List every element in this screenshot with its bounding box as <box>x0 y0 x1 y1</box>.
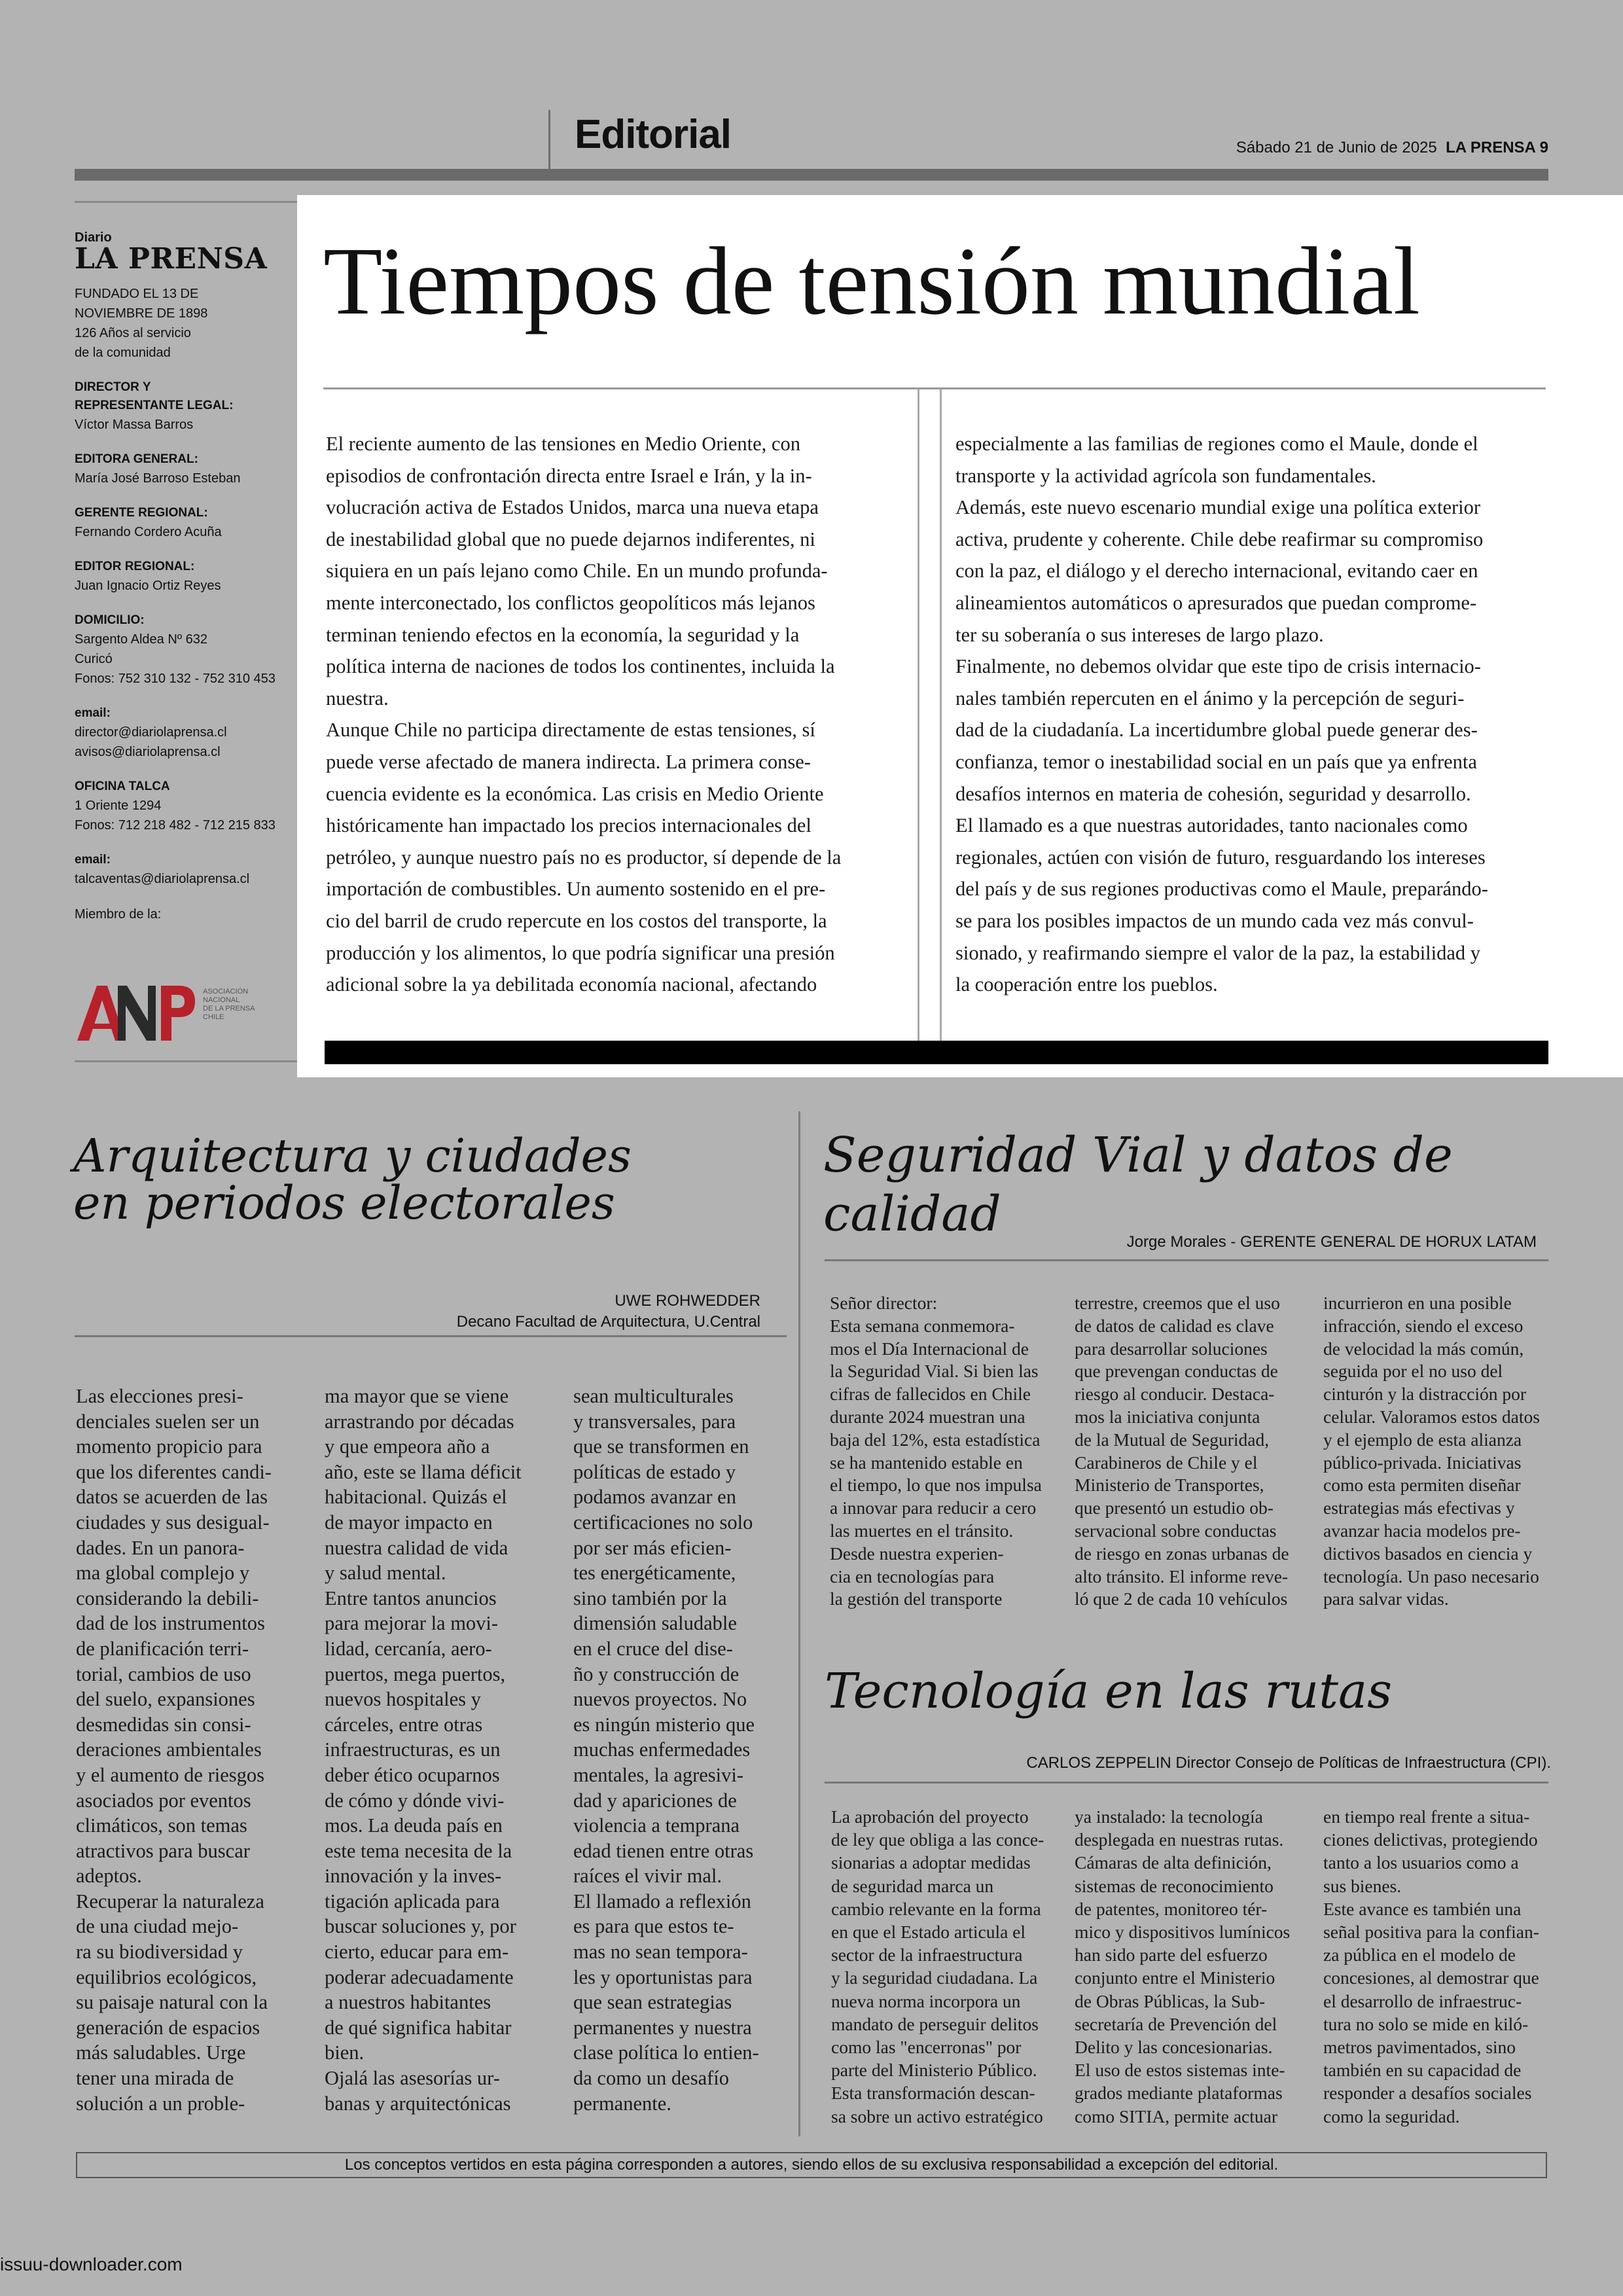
text-line: mos la iniciativa conjunta <box>1075 1406 1260 1427</box>
page-number: LA PRENSA 9 <box>1446 139 1548 156</box>
article-road-safety-byline: Jorge Morales - GERENTE GENERAL DE HORUX LATAM <box>1126 1233 1537 1251</box>
masthead-staff-entry <box>75 558 291 596</box>
text-line: baja del 12%, esta estadística <box>830 1429 1041 1450</box>
text-line: y salud mental. <box>325 1562 446 1585</box>
text-line: regionales, actúen con visión de futuro, resguardando los intereses <box>955 846 1486 869</box>
masthead-staff-value: Fernando Cordero Acuña <box>75 525 222 539</box>
masthead-staff-entry <box>75 704 291 762</box>
text-line: desmedidas sin consi- <box>76 1713 251 1736</box>
article-road-safety-column-2 <box>1075 1292 1297 1611</box>
text-line: volucración activa de Estados Unidos, marca una nueva etapa <box>326 496 819 519</box>
masthead-staff-value: 1 Oriente 1294 <box>75 798 162 813</box>
article-tech-column-1 <box>831 1805 1060 2128</box>
text-line: Carabineros de Chile y el <box>1075 1452 1258 1473</box>
anp-logo-p <box>161 986 195 1041</box>
text-line: El llamado es a que nuestras autoridades, tanto nacionales como <box>955 814 1468 837</box>
article-architecture-byline <box>457 1291 760 1333</box>
masthead-staff-value: Víctor Massa Barros <box>75 418 194 432</box>
masthead-staff-entry <box>75 450 291 488</box>
text-line: deber ético ocuparnos <box>325 1763 500 1786</box>
text-line: con la paz, el diálogo y el derecho internacional, evitando caer en <box>955 560 1478 583</box>
text-line: Esta transformación descan- <box>831 2083 1035 2104</box>
text-line: conjunto entre el Ministerio <box>1075 1967 1275 1988</box>
text-line: Ojalá las asesorías ur- <box>325 2067 500 2090</box>
article-tech-byline: CARLOS ZEPPELIN Director Consejo de Políticas de Infraestructura (CPI). <box>1026 1754 1551 1772</box>
text-line: Recuperar la naturaleza <box>76 1890 264 1912</box>
masthead-founded-line: NOVIEMBRE DE 1898 <box>75 306 208 321</box>
text-line: habitacional. Quizás el <box>325 1486 507 1509</box>
text-line: mas no sean tempora- <box>573 1941 748 1964</box>
text-line: dictivos basados en ciencia y <box>1323 1543 1533 1564</box>
article-architecture-column-2 <box>325 1384 554 2116</box>
text-line: el tiempo, lo que nos impulsa <box>830 1475 1042 1496</box>
text-line: nueva norma incorpora un <box>831 1990 1021 2011</box>
anp-logo-text-line: DE LA PRENSA <box>203 1005 255 1013</box>
section-title: Editorial <box>575 112 732 157</box>
text-line: de mayor impacto en <box>325 1511 493 1534</box>
text-line: activa, prudente y coherente. Chile debe reafirmar su compromiso <box>955 528 1484 550</box>
text-line: que sean estrategias <box>573 1991 732 2014</box>
text-line: Cámaras de alta definición, <box>1075 1852 1272 1873</box>
text-line: solución a un proble- <box>76 2092 245 2115</box>
anp-logo-text-line: ASOCIACIÓN <box>203 988 249 996</box>
text-line: cia en tecnologías para <box>830 1566 995 1587</box>
article-road-safety-column-3 <box>1323 1292 1546 1611</box>
text-line: El reciente aumento de las tensiones en Medio Oriente, con <box>326 433 800 455</box>
text-line: momento propicio para <box>76 1435 262 1458</box>
text-line: en tiempo real frente a situa- <box>1323 1806 1530 1827</box>
text-line: ma global complejo y <box>76 1562 250 1585</box>
text-line: como SITIA, permite actuar <box>1075 2106 1278 2126</box>
article-architecture-role: Decano Facultad de Arquitectura, U.Central <box>456 1313 760 1331</box>
text-line: mico y dispositivos lumínicos <box>1075 1922 1291 1943</box>
text-line: mente interconectado, los conflictos geopolíticos más lejanos <box>326 591 815 614</box>
text-line: importación de combustibles. Un aumento sostenido en el pre- <box>326 878 826 901</box>
text-line: alto tránsito. El informe reve- <box>1075 1566 1289 1587</box>
text-line: cio del barril de crudo repercute en los costos del transporte, la <box>326 909 827 932</box>
article-tech-title: Tecnología en las rutas <box>825 1663 1393 1719</box>
text-line: tes energéticamente, <box>573 1562 736 1585</box>
text-line: históricamente han impactado los precios internacionales del <box>326 814 812 837</box>
text-line: responder a desafíos sociales <box>1323 2083 1532 2104</box>
text-line: podamos avanzar en <box>573 1486 736 1509</box>
masthead-staff-entry <box>75 611 291 689</box>
anp-logo-text-line: CHILE <box>203 1013 224 1021</box>
masthead-founded-line: FUNDADO EL 13 DE <box>75 287 199 301</box>
text-line: y el aumento de riesgos <box>76 1763 264 1786</box>
text-line: banas y arquitectónicas <box>325 2092 511 2115</box>
text-line: en que el Estado articula el <box>831 1922 1026 1943</box>
text-line: celular. Valoramos estos datos <box>1323 1406 1540 1427</box>
text-line: alineamientos automáticos o apresurados que puedan comprome- <box>955 591 1477 614</box>
text-line: denciales suelen ser un <box>76 1410 260 1433</box>
text-line: también en su capacidad de <box>1323 2060 1522 2081</box>
issue-date: Sábado 21 de Junio de 2025 <box>1236 139 1437 156</box>
text-line: buscar soluciones y, por <box>325 1915 516 1938</box>
masthead-founded-line: 126 Años al servicio <box>75 326 191 340</box>
text-line: dades. En un panora- <box>76 1536 245 1559</box>
text-line: que prevengan conductas de <box>1075 1361 1278 1382</box>
text-line: petróleo, y aunque nuestro país no es productor, sí depende de la <box>326 846 842 869</box>
masthead-staff-value: Juan Ignacio Ortiz Reyes <box>75 579 221 593</box>
anp-logo-text <box>203 987 255 1021</box>
text-line: han sido parte del esfuerzo <box>1075 1945 1268 1965</box>
text-line: transporte y la actividad agrícola son fundamentales. <box>955 464 1376 487</box>
text-line: raíces el vivir mal. <box>573 1865 722 1888</box>
text-line: tecnología. Un paso necesario <box>1323 1566 1539 1587</box>
text-line: que presentó un estudio ob- <box>1075 1498 1274 1518</box>
text-line: les y oportunistas para <box>573 1965 753 1988</box>
text-line: da como un desafío <box>573 2067 729 2090</box>
article-road-safety-column-1 <box>830 1292 1052 1611</box>
text-line: dad y apariciones de <box>573 1789 737 1812</box>
text-line: La aprobación del proyecto <box>831 1806 1029 1827</box>
article-architecture-column-3 <box>573 1384 802 2116</box>
text-line: por ser más eficien- <box>573 1536 732 1559</box>
masthead-staff-label: email: <box>75 706 111 720</box>
text-line: Desde nuestra experien- <box>830 1543 1004 1564</box>
masthead-staff-value: Fonos: 752 310 132 - 752 310 453 <box>75 672 276 686</box>
text-line: de velocidad la más común, <box>1323 1338 1524 1359</box>
text-line: tigación aplicada para <box>325 1890 500 1912</box>
text-line: atractivos para buscar <box>76 1839 250 1862</box>
masthead-brand: LA PRENSA <box>75 242 268 276</box>
text-line: en periodos electorales <box>73 1176 615 1230</box>
text-line: secretaría de Prevención del <box>1075 2013 1277 2034</box>
text-line: a nuestros habitantes <box>325 1991 491 2014</box>
text-line: dad de la ciudadanía. La incertidumbre global puede generar des- <box>955 719 1478 742</box>
text-line: terrestre, creemos que el uso <box>1075 1293 1280 1313</box>
text-line: metros pavimentados, sino <box>1323 2037 1516 2058</box>
text-line: siquiera en un país lejano como Chile. En un mundo profunda- <box>326 560 828 583</box>
text-line: puede verse afectado de manera indirecta. La primera conse- <box>326 750 811 773</box>
masthead-staff-value: María José Barroso Esteban <box>75 471 241 486</box>
text-line: adicional sobre la ya debilitada economía nacional, afectando <box>326 973 817 996</box>
text-line: lidad, cercanía, aero- <box>325 1637 492 1660</box>
text-line: durante 2024 muestran una <box>830 1406 1026 1427</box>
article-road-safety-title: Seguridad Vial y datos de calidad <box>823 1127 1453 1242</box>
text-line: que se transformen en <box>573 1435 749 1458</box>
text-line: mos el Día Internacional de <box>830 1338 1029 1359</box>
text-line: mos. La deuda país en <box>325 1814 503 1837</box>
editorial-column-divider <box>940 389 942 1043</box>
article-tech-rule <box>825 1782 1548 1784</box>
text-line: desplegada en nuestras rutas. <box>1075 1829 1284 1850</box>
text-line: de planificación terri- <box>76 1637 249 1660</box>
masthead-staff-label: REPRESENTANTE LEGAL: <box>75 399 234 412</box>
text-line: poderar adecuadamente <box>325 1965 514 1988</box>
text-line: datos se acuerden de las <box>76 1486 268 1509</box>
text-line: y la seguridad ciudadana. La <box>831 1967 1038 1988</box>
text-line: de inestabilidad global que no puede dejarnos indiferentes, ni <box>326 528 815 550</box>
text-line: Arquitectura y ciudades <box>73 1129 632 1183</box>
text-line: el desarrollo de infraestruc- <box>1323 1990 1522 2011</box>
text-line: de ley que obliga a las conce- <box>831 1829 1044 1850</box>
masthead-staff-value: Sargento Aldea Nº 632 <box>75 632 208 647</box>
text-line: de una ciudad mejo- <box>76 1915 239 1938</box>
editorial-title: Tiempos de tensión mundial <box>323 228 1420 335</box>
text-line: violencia a temprana <box>573 1814 740 1837</box>
masthead-staff-entry <box>75 851 291 889</box>
text-line: permanente. <box>573 2092 671 2115</box>
masthead-diario: Diario <box>75 230 112 245</box>
text-line: de cómo y dónde vivi- <box>325 1789 505 1812</box>
text-line: ma mayor que se viene <box>325 1385 509 1407</box>
text-line: episodios de confrontación directa entre Israel e Irán, y la in- <box>326 464 812 487</box>
text-line: estrategias más efectivas y <box>1323 1498 1515 1518</box>
text-line: torial, cambios de uso <box>76 1662 251 1685</box>
text-line: ra su biodiversidad y <box>76 1941 243 1964</box>
text-line: nales también repercuten en el ánimo y la percepción de seguri- <box>955 687 1465 709</box>
text-line: ya instalado: la tecnología <box>1075 1806 1263 1827</box>
text-line: es ningún misterio que <box>573 1713 755 1736</box>
text-line: de riesgo en zonas urbanas de <box>1075 1543 1289 1564</box>
text-line: de Obras Públicas, la Sub- <box>1075 1990 1265 2011</box>
article-tech-column-3 <box>1323 1805 1552 2128</box>
text-line: Finalmente, no debemos olvidar que este tipo de crisis internacio- <box>955 655 1481 678</box>
text-line: cinturón y la distracción por <box>1323 1384 1527 1405</box>
text-line: innovación y la inves- <box>325 1865 502 1888</box>
text-line: infraestructuras, es un <box>325 1738 501 1761</box>
date-line <box>1236 139 1548 157</box>
masthead-staff <box>75 378 291 889</box>
text-line: se ha mantenido estable en <box>830 1452 1023 1473</box>
text-line: puertos, mega puertos, <box>325 1662 506 1685</box>
text-line: concesiones, al demostrar que <box>1323 1967 1539 1988</box>
text-line: y el ejemplo de esta alianza <box>1323 1429 1522 1450</box>
text-line: público-privada. Iniciativas <box>1323 1452 1522 1473</box>
text-line: de patentes, monitoreo tér- <box>1075 1898 1268 1919</box>
text-line: sionarias a adoptar medidas <box>831 1852 1031 1873</box>
text-line: producción y los alimentos, lo que podría significar una presión <box>326 941 835 964</box>
text-line: sistemas de reconocimiento <box>1075 1875 1274 1896</box>
text-line: la Seguridad Vial. Si bien las <box>830 1361 1039 1382</box>
text-line: generación de espacios <box>76 2016 260 2039</box>
text-line: equilibrios ecológicos, <box>76 1965 257 1988</box>
text-line: incurrieron en una posible <box>1323 1293 1512 1313</box>
text-line: de datos de calidad es clave <box>1075 1315 1274 1336</box>
text-line: Esta semana conmemora- <box>830 1315 1015 1336</box>
text-line: asociados por eventos <box>76 1789 251 1812</box>
text-line: bien. <box>325 2041 365 2064</box>
text-line: nuevos proyectos. No <box>573 1688 747 1711</box>
masthead-staff-value: talcaventas@diariolaprensa.cl <box>75 872 250 886</box>
text-line: especialmente a las familias de regiones como el Maule, donde el <box>955 433 1478 455</box>
text-line: políticas de estado y <box>573 1460 736 1483</box>
text-line: confianza, temor o inestabilidad social en un país que ya enfrenta <box>955 750 1477 773</box>
text-line: de la Mutual de Seguridad, <box>1075 1429 1270 1450</box>
masthead-staff-entry <box>75 778 291 835</box>
text-line: riesgo al conducir. Destaca- <box>1075 1384 1275 1405</box>
text-line: sionado, y reafirmando siempre el valor de la paz, la estabilidad y <box>955 941 1481 964</box>
text-line: certificaciones no solo <box>573 1511 753 1534</box>
article-architecture-author: UWE ROHWEDDER <box>615 1292 760 1310</box>
text-line: tanto a los usuarios como a <box>1323 1852 1519 1873</box>
masthead-staff-value: avisos@diariolaprensa.cl <box>75 745 221 759</box>
text-line: se para los posibles impactos de un mundo cada vez más convul- <box>955 909 1474 932</box>
text-line: la cooperación entre los pueblos. <box>955 973 1218 996</box>
text-line: ter su soberanía o sus intereses de largo plazo. <box>955 623 1324 646</box>
text-line: avanzar hacia modelos pre- <box>1323 1520 1521 1541</box>
masthead-staff-value: director@diariolaprensa.cl <box>75 725 227 740</box>
masthead-staff-entry <box>75 378 291 435</box>
text-line: más saludables. Urge <box>76 2041 246 2064</box>
text-line: considerando la debili- <box>76 1587 259 1609</box>
masthead-staff-label: EDITOR REGIONAL: <box>75 560 195 573</box>
article-architecture-column-1 <box>76 1384 305 2116</box>
text-line: Además, este nuevo escenario mundial exige una política exterior <box>955 496 1481 519</box>
text-line: como la seguridad. <box>1323 2106 1460 2126</box>
editorial-column-divider <box>918 389 919 1043</box>
text-line: política interna de naciones de todos los continentes, incluida la <box>326 655 835 678</box>
article-road-safety-rule <box>825 1259 1548 1261</box>
text-line: de seguridad marca un <box>831 1875 994 1896</box>
text-line: El llamado a reflexión <box>573 1890 751 1912</box>
anp-logo-n <box>118 986 156 1041</box>
anp-logo-text-line: NACIONAL <box>203 996 240 1004</box>
text-line: deraciones ambientales <box>76 1738 262 1761</box>
text-line: grados mediante plataformas <box>1075 2083 1283 2104</box>
header-divider <box>548 110 550 175</box>
text-line: sa sobre un activo estratégico <box>831 2106 1043 2126</box>
text-line: cambio relevante en la forma <box>831 1898 1041 1919</box>
text-line: cifras de fallecidos en Chile <box>830 1384 1031 1405</box>
editorial-column-2 <box>955 428 1548 1001</box>
text-line: del país y de sus regiones productivas como el Maule, preparándo- <box>955 878 1488 901</box>
text-line: a innovar para reducir a cero <box>830 1498 1037 1518</box>
text-line: mentales, la agresivi- <box>573 1763 743 1786</box>
masthead-rule-top <box>75 201 297 203</box>
masthead-rule-bottom <box>75 1060 297 1062</box>
text-line: ciudades y sus desigual- <box>76 1511 270 1534</box>
text-line: en el cruce del dise- <box>573 1637 733 1660</box>
text-line: muchas enfermedades <box>573 1738 751 1761</box>
text-line: como esta permiten diseñar <box>1323 1475 1521 1496</box>
text-line: seguida por el no uso del <box>1323 1361 1503 1382</box>
text-line: de qué significa habitar <box>325 2016 512 2039</box>
text-line: Las elecciones presi- <box>76 1385 243 1407</box>
text-line: para salvar vidas. <box>1323 1588 1449 1609</box>
text-line: sino también por la <box>573 1587 727 1609</box>
text-line: sector de la infraestructura <box>831 1945 1023 1965</box>
text-line: cárceles, entre otras <box>325 1713 483 1736</box>
text-line: za pública en el modelo de <box>1323 1945 1516 1965</box>
anp-logo <box>75 980 271 1043</box>
text-line: como las "encerronas" por <box>831 2037 1022 2058</box>
text-line: terminan teniendo efectos en la economía, la seguridad y la <box>326 623 800 646</box>
text-line: dimensión saludable <box>573 1612 737 1635</box>
text-line: su paisaje natural con la <box>76 1991 268 2014</box>
masthead-staff-value: Fonos: 712 218 482 - 712 215 833 <box>75 818 276 833</box>
editorial-rule <box>323 387 1546 389</box>
text-line: y transversales, para <box>573 1410 736 1433</box>
masthead-staff-label: DOMICILIO: <box>75 613 145 627</box>
text-line: Este avance es también una <box>1323 1898 1522 1919</box>
masthead-member: Miembro de la: <box>75 907 162 922</box>
text-line: para desarrollar soluciones <box>1075 1338 1268 1359</box>
masthead-founded <box>75 284 291 363</box>
text-line: mandato de perseguir delitos <box>831 2013 1039 2034</box>
text-line: desafíos internos en materia de cohesión, seguridad y desarrollo. <box>955 782 1471 805</box>
text-line: señal positiva para la confian- <box>1323 1922 1539 1943</box>
masthead-staff-value: Curicó <box>75 652 113 666</box>
header-rule <box>75 169 1548 181</box>
masthead-staff-label: OFICINA TALCA <box>75 780 170 793</box>
text-line: cierto, educar para em- <box>325 1941 509 1964</box>
text-line: las muertes en el tránsito. <box>830 1520 1014 1541</box>
text-line: ño y construcción de <box>573 1662 740 1685</box>
masthead-staff-label: email: <box>75 853 111 867</box>
text-line: infracción, siendo el exceso <box>1323 1315 1524 1336</box>
text-line: es para que estos te- <box>573 1915 734 1938</box>
text-line: Señor director: <box>830 1293 938 1313</box>
watermark[interactable]: issuu-downloader.com <box>0 2254 183 2274</box>
text-line: Aunque Chile no participa directamente de estas tensiones, sí <box>326 719 815 742</box>
text-line: nuestra. <box>326 687 389 709</box>
article-tech-column-2 <box>1075 1805 1304 2128</box>
masthead-founded-line: de la comunidad <box>75 346 171 360</box>
editorial-column-1 <box>326 428 904 1001</box>
text-line: climáticos, son temas <box>76 1814 247 1837</box>
editorial-bottom-bar <box>325 1041 1548 1064</box>
text-line: tura no solo se mide en kiló- <box>1323 2013 1529 2034</box>
text-line: cuencia evidente es la económica. Las crisis en Medio Oriente <box>326 782 824 805</box>
text-line: que los diferentes candi- <box>76 1460 272 1483</box>
text-line: parte del Ministerio Público. <box>831 2060 1037 2081</box>
text-line: para mejorar la movi- <box>325 1612 499 1635</box>
text-line: Delito y las concesionarias. <box>1075 2037 1273 2058</box>
text-line: tener una mirada de <box>76 2067 234 2090</box>
text-line: permanentes y nuestra <box>573 2016 752 2039</box>
text-line: este tema necesita de la <box>325 1839 512 1862</box>
text-line: edad tienen entre otras <box>573 1839 754 1862</box>
text-line: ló que 2 de cada 10 vehículos <box>1075 1588 1288 1609</box>
disclaimer: Los conceptos vertidos en esta página corresponden a autores, siendo ellos de su exclusiva responsabilidad a excepción del editorial. <box>76 2152 1547 2178</box>
text-line: dad de los instrumentos <box>76 1612 265 1635</box>
text-line: sus bienes. <box>1323 1875 1402 1896</box>
text-line: la gestión del transporte <box>830 1588 1003 1609</box>
masthead <box>75 230 291 924</box>
text-line: El uso de estos sistemas inte- <box>1075 2060 1285 2081</box>
article-architecture-title <box>73 1129 632 1230</box>
article-architecture-rule <box>75 1335 787 1337</box>
text-line: arrastrando por décadas <box>325 1410 514 1433</box>
masthead-staff-label: EDITORA GENERAL: <box>75 452 198 466</box>
masthead-staff-label: DIRECTOR Y <box>75 380 151 394</box>
text-line: año, este se llama déficit <box>325 1460 522 1483</box>
text-line: ciones delictivas, protegiendo <box>1323 1829 1538 1850</box>
text-line: nuestra calidad de vida <box>325 1536 508 1559</box>
masthead-staff-label: GERENTE REGIONAL: <box>75 506 208 520</box>
text-line: clase política lo entien- <box>573 2041 759 2064</box>
text-line: nuevos hospitales y <box>325 1688 481 1711</box>
text-line: adeptos. <box>76 1865 142 1888</box>
text-line: del suelo, expansiones <box>76 1688 255 1711</box>
text-line: y que empeora año a <box>325 1435 490 1458</box>
text-line: Ministerio de Transportes, <box>1075 1475 1264 1496</box>
text-line: Entre tantos anuncios <box>325 1587 497 1609</box>
text-line: servacional sobre conductas <box>1075 1520 1277 1541</box>
masthead-staff-entry <box>75 504 291 542</box>
text-line: sean multiculturales <box>573 1385 734 1407</box>
